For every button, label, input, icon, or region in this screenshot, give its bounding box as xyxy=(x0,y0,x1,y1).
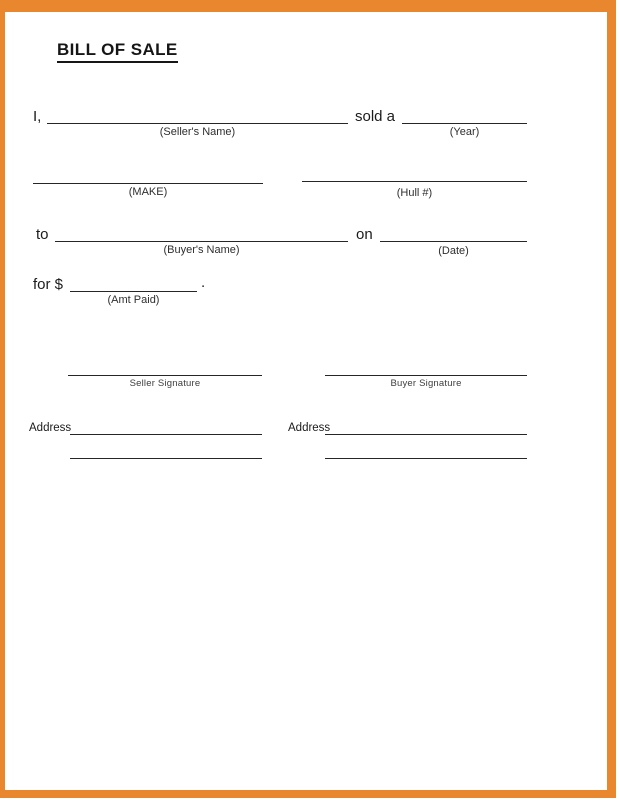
buyer-signature-label: Buyer Signature xyxy=(390,378,462,389)
statement-to: to xyxy=(36,226,49,243)
buyer-name-field xyxy=(55,226,348,242)
page-title: BILL OF SALE xyxy=(57,40,178,63)
year-field xyxy=(402,108,527,124)
buyer-address-line-2-field xyxy=(325,443,527,459)
make-field xyxy=(33,168,263,184)
amount-paid-field xyxy=(70,276,197,292)
hull-number-field xyxy=(302,166,527,182)
statement-sold-a: sold a xyxy=(355,108,396,125)
seller-signature-label: Seller Signature xyxy=(129,378,201,389)
date-label: (Date) xyxy=(438,245,469,257)
seller-address-line-1-field xyxy=(70,419,262,435)
year-label: (Year) xyxy=(449,126,480,138)
seller-signature-field xyxy=(68,360,262,376)
statement-period: . xyxy=(201,274,206,291)
buyer-name-label: (Buyer's Name) xyxy=(163,244,240,256)
seller-address-label: Address xyxy=(29,422,72,434)
statement-i-prefix: I, xyxy=(33,108,42,125)
statement-on: on xyxy=(356,226,373,243)
buyer-signature-field xyxy=(325,360,527,376)
statement-for-amount: for $ xyxy=(33,276,64,293)
seller-address-line-2-field xyxy=(70,443,262,459)
make-label: (MAKE) xyxy=(128,186,168,198)
seller-name-label: (Seller's Name) xyxy=(159,126,236,138)
amount-paid-label: (Amt Paid) xyxy=(107,294,160,306)
buyer-address-label: Address xyxy=(288,422,331,434)
hull-number-label: (Hull #) xyxy=(396,187,433,199)
buyer-address-line-1-field xyxy=(325,419,527,435)
seller-name-field xyxy=(47,108,348,124)
date-field xyxy=(380,226,527,242)
